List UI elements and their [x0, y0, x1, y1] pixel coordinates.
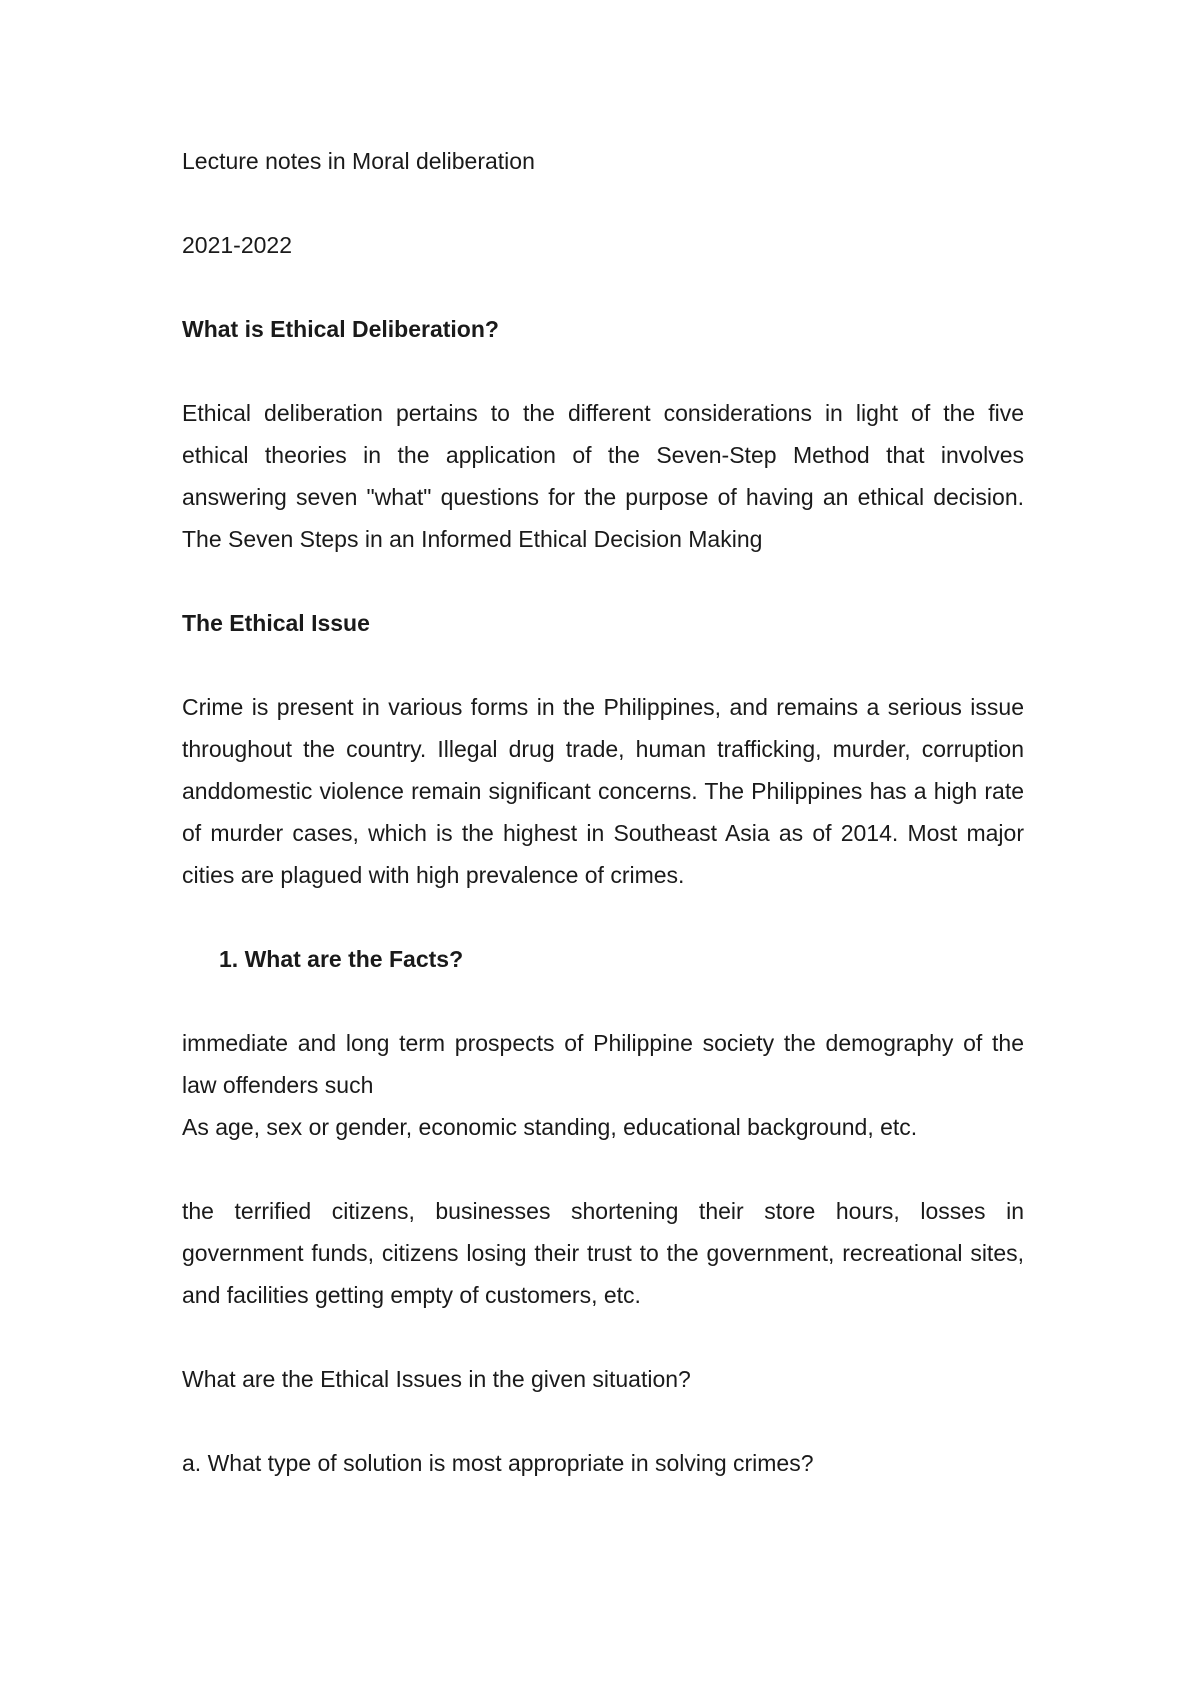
paragraph-ethical-deliberation: Ethical deliberation pertains to the different considerations in light of the five ethical theories in the application of the Seven-Step Method that involves answering seven "what" questions for the purpose of having an ethical decision. The Seven Steps in an Informed Ethical Decision Making: [182, 400, 1024, 552]
heading-facts: 1. What are the Facts?: [219, 946, 464, 972]
document-title-line: Lecture notes in Moral deliberation: [182, 148, 535, 174]
question-solution: a. What type of solution is most appropriate in solving crimes?: [182, 1450, 814, 1476]
heading-ethical-deliberation: What is Ethical Deliberation?: [182, 316, 499, 342]
paragraph-facts-demography: immediate and long term prospects of Philippine society the demography of the law offenders such: [182, 1030, 1024, 1098]
document-year: 2021-2022: [182, 232, 292, 258]
heading-ethical-issue: The Ethical Issue: [182, 610, 370, 636]
paragraph-crime: Crime is present in various forms in the Philippines, and remains a serious issue throughout the country. Illegal drug trade, human trafficking, murder, corruption anddomestic violence remain significant concerns. The Philippines has a high rate of murder cases, which is the highest in Southeast Asia as of 2014. Most major cities are plagued with high prevalence of crimes.: [182, 694, 1024, 888]
document-body: [182, 140, 1024, 1526]
paragraph-effects: the terrified citizens, businesses shortening their store hours, losses in government funds, citizens losing their trust to the government, recreational sites, and facilities getting empty of customers, etc.: [182, 1198, 1024, 1308]
paragraph-facts-attributes: As age, sex or gender, economic standing, educational background, etc.: [182, 1114, 918, 1140]
question-ethical-issues: What are the Ethical Issues in the given situation?: [182, 1366, 691, 1392]
